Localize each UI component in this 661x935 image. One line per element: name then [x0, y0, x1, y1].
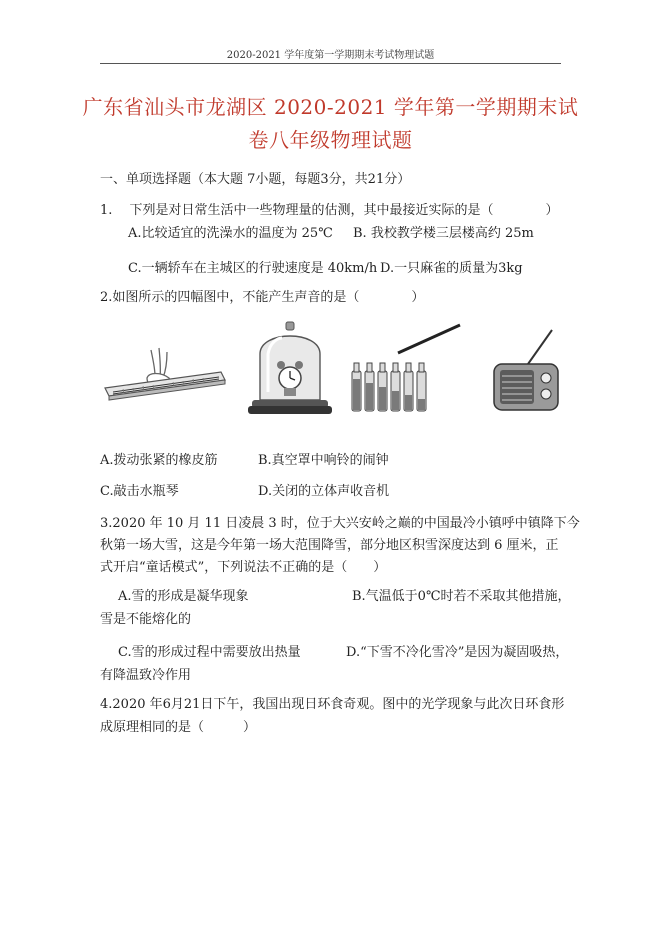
q3-stem-line-3: 式开启“童话模式”，下列说法不正确的是（ ） [100, 560, 387, 575]
q1-option-b: B. 我校教学楼三层楼高约 25m [353, 226, 534, 241]
q3-option-c: C.雪的形成过程中需要放出热量 [118, 645, 301, 660]
q3-stem-line-1: 3.2020 年 10 月 11 日凌晨 3 时，位于大兴安岭之巅的中国最冷小镇呼中镇降下今 [100, 516, 580, 531]
q3-option-d: D.“下雪不冷化雪冷”是因为凝固吸热， [346, 645, 569, 660]
q2-option-b: B.真空罩中响铃的闹钟 [258, 453, 389, 468]
q1-stem: 1. 下列是对日常生活中一些物理量的估测，其中最接近实际的是（ ） [100, 203, 559, 218]
rubber-band-figure [103, 338, 228, 428]
page-header: 2020-2021 学年度第一学期期末考试物理试题 [226, 50, 435, 61]
q3-option-a: A.雪的形成是凝华现象 [118, 589, 249, 604]
q2-option-d: D.关闭的立体声收音机 [258, 484, 390, 499]
water-bottle-xylophone-figure [348, 323, 463, 415]
q1-option-a: A.比较适宜的洗澡水的温度为 25℃ [128, 226, 333, 241]
q3-stem-line-2: 秋第一场大雪，这是今年第一场大范围降雪，部分地区积雪深度达到 6 厘米，正 [100, 538, 559, 553]
q3-option-d-continued: 有降温致冷作用 [100, 668, 192, 683]
section-heading: 一、单项选择题（本大题 7小题，每题3分，共21分） [100, 172, 411, 187]
bell-jar-clock-figure [248, 320, 333, 420]
q1-option-d: D.一只麻雀的质量为3kg [380, 261, 523, 276]
q4-stem-line-1: 4.2020 年6月21日下午，我国出现日环食奇观。图中的光学现象与此次日环食形 [100, 697, 565, 712]
radio-figure [490, 326, 562, 416]
page-title-line-2: 卷八年级物理试题 [248, 128, 413, 152]
q2-option-a: A.拨动张紧的橡皮筋 [100, 453, 218, 468]
q3-option-b-continued: 雪是不能熔化的 [100, 612, 192, 627]
page-title-line-1: 广东省汕头市龙湖区 2020-2021 学年第一学期期末试 [82, 95, 579, 119]
q2-stem: 2.如图所示的四幅图中，不能产生声音的是（ ） [100, 290, 425, 305]
q2-option-c: C.敲击水瓶琴 [100, 484, 179, 499]
header-divider [100, 63, 561, 64]
q3-option-b: B.气温低于0℃时若不采取其他措施， [352, 589, 571, 604]
q1-option-c: C.一辆轿车在主城区的行驶速度是 40km/h [128, 261, 378, 276]
q4-stem-line-2: 成原理相同的是（ ） [100, 720, 257, 735]
